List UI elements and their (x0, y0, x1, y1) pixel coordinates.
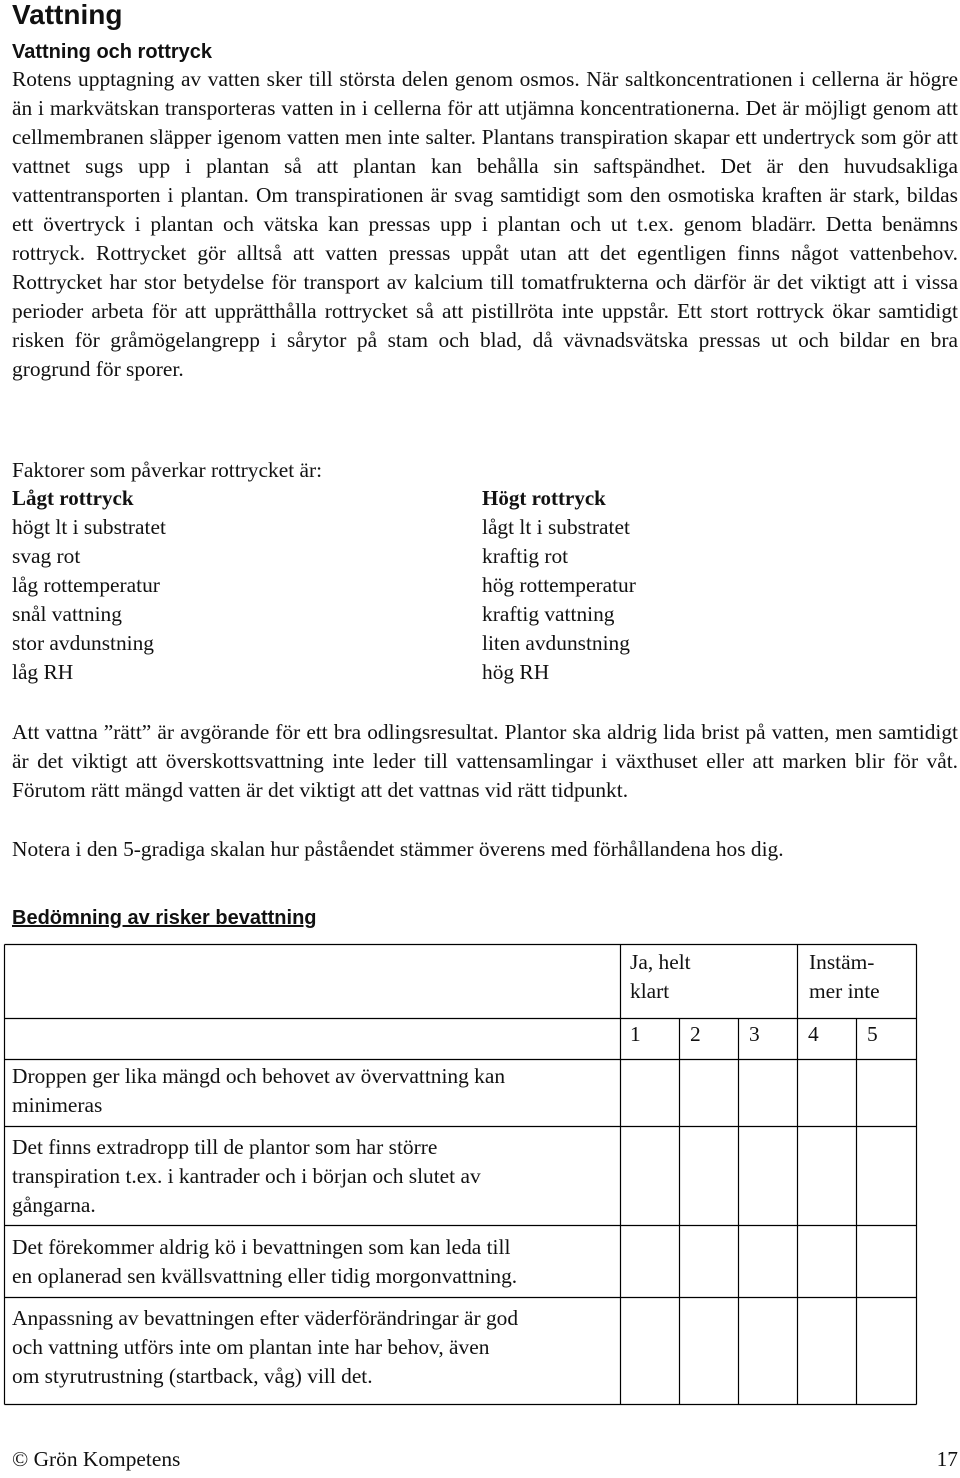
rating-cell-row3-score4[interactable] (798, 1226, 856, 1297)
list-item: lågt lt i substratet (482, 515, 630, 539)
scale-label-disagree-line2: mer inte (809, 979, 880, 1003)
list-item: hög RH (482, 660, 550, 684)
statement-line: och vattning utförs inte om plantan inte har behov, även (12, 1335, 490, 1359)
scale-number-5: 5 (867, 1022, 878, 1046)
rating-cell-row2-score1[interactable] (621, 1127, 679, 1225)
rating-cell-row2-score2[interactable] (680, 1127, 738, 1225)
statement-row-3 (12, 1233, 616, 1291)
intro-paragraph: Rotens upptagning av vatten sker till största delen genom osmos. När saltkoncentrationen i cellerna är högre än i markvätskan transporteras vatten in i cellerna för att utjämna koncentrationerna. Det är möjligt genom att cellmembranen släpper igenom vatten men inte salter. Plantans transpiration skapar ett undertryck som gör att vattnet sugs upp i plantan så att plantan kan behålla sin saftspändhet. Det är den huvudsakliga vattentransporten i plantan. Om transpirationen är svag samtidigt som den osmotiska kraften är stark, bildas ett övertryck i plantan och vätska kan pressas upp i plantan och ut t.ex. genom bladärr. Detta benämns rottryck. Rottrycket gör alltså att vatten pressas uppåt utan att det egentligen finns något vattenbehov. Rottrycket har stor betydelse för transport av kalcium till tomatfrukterna och därför är det viktigt att i vissa perioder arbeta för att upprätthålla rottrycket så att pistillröta inte uppstår. Ett stort rottryck ökar samtidigt risken för gråmögelangrepp i sårytor på stam och blad, då vävnadsvätska pressas ut och bildar en bra grogrund för sporer. (12, 67, 958, 381)
statement-line: Anpassning av bevattningen efter väderförändringar är god (12, 1306, 519, 1330)
rating-cell-row1-score4[interactable] (798, 1060, 856, 1126)
statement-line: minimeras (12, 1093, 103, 1117)
high-pressure-heading: Högt rottryck (482, 486, 606, 510)
rating-cell-row3-score1[interactable] (621, 1226, 679, 1297)
instruction-note: Notera i den 5-gradiga skalan hur påståendet stämmer överens med förhållandena hos dig. (12, 837, 784, 861)
statement-line: om styrutrustning (startback, våg) vill det. (12, 1364, 373, 1388)
list-item: kraftig rot (482, 544, 569, 568)
statement-row-1 (12, 1062, 616, 1120)
rating-cell-row1-score5[interactable] (857, 1060, 915, 1126)
scale-number-2: 2 (690, 1022, 701, 1046)
list-item: högt lt i substratet (12, 515, 166, 539)
scale-label-agree (630, 948, 691, 1006)
scale-number-3: 3 (749, 1022, 760, 1046)
list-item: svag rot (12, 544, 81, 568)
list-item: stor avdunstning (12, 631, 155, 655)
assessment-title: Bedömning av risker bevattning (12, 907, 317, 929)
section-subtitle: Vattning och rottryck (12, 41, 213, 63)
factors-heading: Faktorer som påverkar rottrycket är: (12, 458, 323, 482)
statement-line: Det förekommer aldrig kö i bevattningen som kan leda till (12, 1235, 511, 1259)
statement-line: Det finns extradropp till de plantor som har större (12, 1135, 438, 1159)
rating-cell-row3-score5[interactable] (857, 1226, 915, 1297)
rating-cell-row4-score2[interactable] (680, 1298, 738, 1404)
rating-cell-row4-score1[interactable] (621, 1298, 679, 1404)
list-item: liten avdunstning (482, 631, 630, 655)
rating-cell-row1-score1[interactable] (621, 1060, 679, 1126)
list-item: låg rottemperatur (12, 573, 160, 597)
rating-cell-row2-score5[interactable] (857, 1127, 915, 1225)
rating-cell-row4-score4[interactable] (798, 1298, 856, 1404)
page-number: 17 (936, 1447, 958, 1471)
list-item: kraftig vattning (482, 602, 615, 626)
list-item: snål vattning (12, 602, 122, 626)
scale-number-1: 1 (630, 1022, 641, 1046)
rating-cell-row2-score4[interactable] (798, 1127, 856, 1225)
page-title: Vattning (12, 0, 123, 30)
closing-paragraph: Att vattna ”rätt” är avgörande för ett bra odlingsresultat. Plantor ska aldrig lida brist på vatten, men samtidigt är det viktigt att överskottsvattning inte leder till vattensamlingar i växthuset eller att marken blir för våt. Förutom rätt mängd vatten är det viktigt att det vattnas vid rätt tidpunkt. (12, 720, 958, 802)
copyright-text: © Grön Kompetens (12, 1447, 181, 1471)
statement-line: transpiration t.ex. i kantrader och i början och slutet av (12, 1164, 481, 1188)
statement-row-4 (12, 1304, 616, 1391)
rating-cell-row2-score3[interactable] (739, 1127, 797, 1225)
low-pressure-heading: Lågt rottryck (12, 486, 134, 510)
list-item: låg RH (12, 660, 74, 684)
scale-label-agree-line1: Ja, helt (630, 950, 691, 974)
rating-cell-row3-score2[interactable] (680, 1226, 738, 1297)
statement-line: gångarna. (12, 1193, 96, 1217)
list-item: hög rottemperatur (482, 573, 636, 597)
scale-number-4: 4 (808, 1022, 819, 1046)
statement-row-2 (12, 1133, 616, 1220)
scale-label-disagree-line1: Instäm- (809, 950, 875, 974)
rating-cell-row4-score3[interactable] (739, 1298, 797, 1404)
scale-label-agree-line2: klart (630, 979, 670, 1003)
statement-line: en oplanerad sen kvällsvattning eller tidig morgonvattning. (12, 1264, 518, 1288)
rating-cell-row1-score2[interactable] (680, 1060, 738, 1126)
statement-line: Droppen ger lika mängd och behovet av övervattning kan (12, 1064, 506, 1088)
scale-label-disagree (809, 948, 880, 1006)
rating-cell-row3-score3[interactable] (739, 1226, 797, 1297)
rating-cell-row1-score3[interactable] (739, 1060, 797, 1126)
rating-cell-row4-score5[interactable] (857, 1298, 915, 1404)
